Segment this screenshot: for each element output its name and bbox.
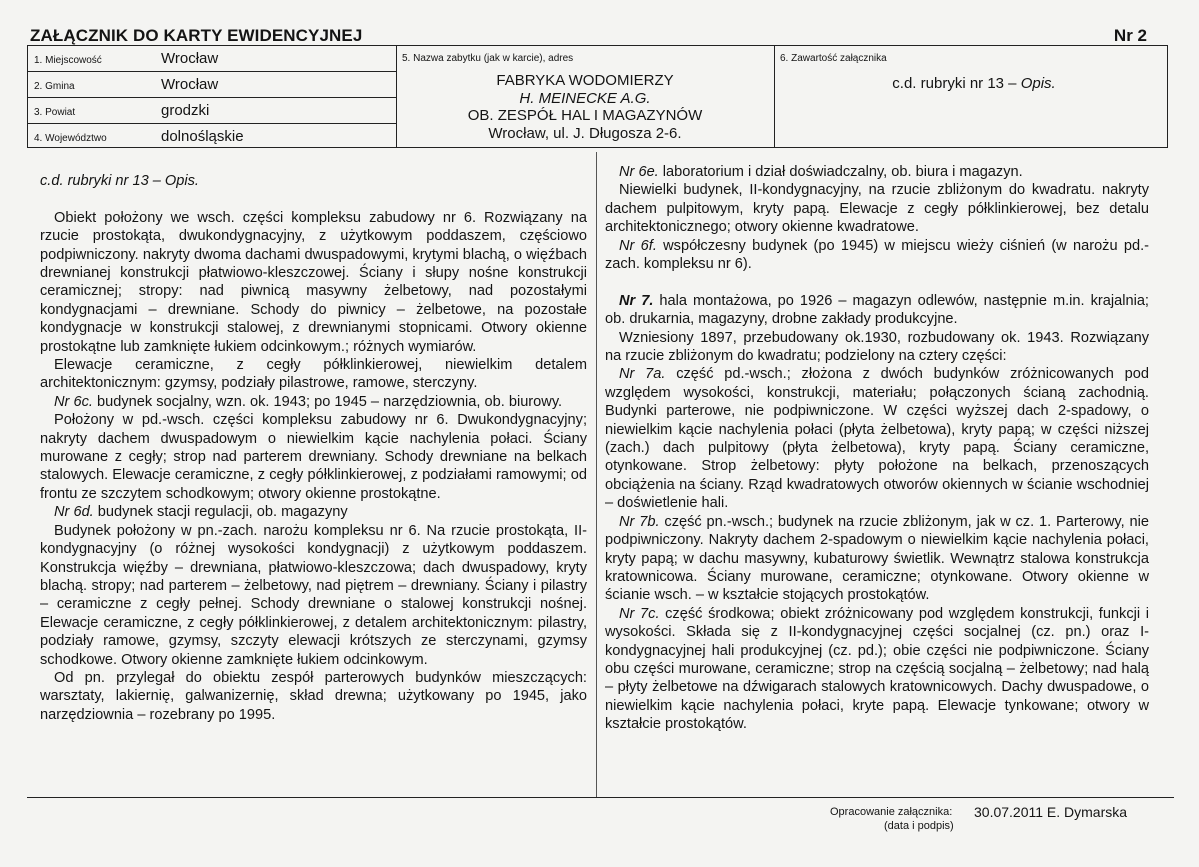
district-value: grodzki [161,102,210,119]
prepared-label: Opracowanie załącznika: [830,806,953,818]
paragraph: Elewacje ceramiczne, z cegły półklinkierowej, niewielkim detalem architektonicznym: gzymsy, podziały pilastrowe, ramowe, sterczyny. [40,357,587,392]
divider [28,97,396,98]
prepared-value: 30.07.2011 E. Dymarska [974,804,1128,820]
paragraph: Nr 6d. budynek stacji regulacji, ob. magazyny [54,504,348,521]
locality-value: Wrocław [161,50,219,67]
monument-name: FABRYKA WODOMIERZY [496,72,674,89]
paragraph: Niewielki budynek, II-kondygnacyjny, na rzucie zbliżonym do kwadratu. nakryty dachem pulpitowym, kryty papą. Elewacje z cegły półklinkierowej, bez detalu architektonicznego; otwory okienne kwadratowe. [605,182,1149,236]
section-label: Nr 6f. [619,237,657,254]
contents-italic: Opis. [1020,75,1056,92]
section-label: Nr 7a. [619,366,666,383]
contents-prefix: c.d. rubryki nr 13 – [892,75,1021,92]
divider [28,71,396,72]
monument-address [398,72,772,142]
footer-divider [27,797,1174,798]
section-label: Nr 6e. [619,164,659,180]
section-label: Nr 6c. [54,393,93,410]
monument-company: H. MEINECKE A.G. [519,89,651,107]
monument-label: 5. Nazwa zabytku (jak w karcie), adres [402,53,574,64]
left-heading: c.d. rubryki nr 13 – Opis. [40,173,199,189]
commune-value: Wrocław [161,76,219,93]
section-label: Nr 7. [619,292,654,309]
paragraph: Budynek położony w pn.-zach. narożu kompleksu nr 6. Na rzucie prostokąta, II-kondygnacyjny (o różnej wysokości kondygnacji) z użytkowym poddaszem. Konstrukcja więźby – drewniana, płatwiowo-kleszczowa; dach dwuspadowy, kryty blachą. stropy; nad parterem – żelbetowy, nad piętrem – drewniany. Ściany i pilastry – ceramiczne z cegły pełnej. Schody drewniane o stalowej konstrukcji nośnej. Elewacje ceramiczne, z cegły półklinkierowej, z detalem architektonicznym: pilastry, podziały ramowe, gzymsy, szczyty elewacji krótszych ze sterczynami, gzymsy schodkowe. Otwory okienne zamknięte łukiem odcinkowym. [40,522,587,668]
section-label: Nr 6d. [54,504,94,521]
document-title: ZAŁĄCZNIK DO KARTY EWIDENCYJNEJ [30,26,363,45]
paragraph: Nr 7b. część pn.-wsch.; budynek na rzucie zbliżonym, jak w cz. 1. Parterowy, nie podpiwniczony. Nakryty dachem 2-spadowym o niewielkim kącie nachylenia połaci, kryty papą; w dachu masywny, kubaturowy świetlik. Wewnątrz stalowa konstrukcja kratownicowa. Ściany murowane, ceramiczne; otynkowane. Otwory okienne w ścianie wsch. – w kształcie stojących prostokątów. [605,513,1149,604]
monument-complex: OB. ZESPÓŁ HAL I MAGAZYNÓW [467,107,703,124]
right-column [605,163,1149,734]
divider [774,46,775,147]
paragraph: Nr 6f. współczesny budynek (po 1945) w miejscu wieży ciśnień (w narożu pd.-zach. kompleksu nr 6). [605,237,1149,273]
section-label: Nr 7c. [619,605,660,622]
signature-note: (data i podpis) [884,820,954,832]
divider [396,46,397,147]
paragraph: Nr 6e. laboratorium i dział doświadczalny, ob. biura i magazyn. [619,164,1023,180]
paragraph: Nr 6c. budynek socjalny, wzn. ok. 1943; po 1945 – narzędziownia, ob. biurowy. [54,393,563,410]
column-divider [596,152,597,797]
monument-street: Wrocław, ul. J. Długosza 2-6. [488,124,682,142]
paragraph: Obiekt położony we wsch. części kompleksu zabudowy nr 6. Rozwiązany na rzucie prostokąta, dwukondygnacyjny, z użytkowym poddaszem, częściowo podpiwniczony. nakryty dwoma dachami dwuspadowymi, krytymi blachą, o więźbach drewnianej konstrukcji płatwiowo-kleszczowej. Ściany i słupy nośne konstrukcji ceramicznej; stropy: nad piwnicą masywny żelbetowy, nad pozostałymi kondygnacjami – drewniane. Schody do piwnicy – żelbetowe, na pozostałe kondygnacje w konstrukcji stalowej, z drewnianymi stopnicami. Otwory okienne prostokątne lub zamknięte łukiem odcinkowym.; różnych wymiarów. [40,209,587,355]
paragraph: Nr 7c. część środkowa; obiekt zróżnicowany pod względem konstrukcji, funkcji i wysokości. Składa się z II-kondygnacyjnej części socjalnej (cz. pn.) oraz I-kondygnacyjnej hali produkcyjnej (cz. pd.); obie części nie podpiwniczone. Ściany obu części murowane, ceramiczne; strop na częścią socjalną – żelbetowy; nad halą – płyty żelbetowe na dźwigarach stalowych kratownicowych. Dachy dwuspadowe, o niewielkim kącie nachylenia połaci, kryte papą. Elewacje tynkowane; otwory w kształcie prostokątów. [605,605,1149,733]
district-label: 3. Powiat [34,107,76,118]
voivodeship-value: dolnośląskie [161,128,244,145]
paragraph: Położony w pd.-wsch. części kompleksu zabudowy nr 6. Dwukondygnacyjny; nakryty dachem dwuspadowym o niewielkim kącie nachylenia połaci. Ściany murowane z cegły; strop nad parterem drewniany. Schody drewniane na belkach stalowych. Elewacje ceramiczne, z cegły półklinkierowej, z podziałami ramowymi; od frontu ze szczytem schodkowym; otwory okienne prostokątne. [40,412,587,502]
divider [28,123,396,124]
paragraph: Nr 7. hala montażowa, po 1926 – magazyn odlewów, następnie m.in. krajalnia; ob. drukarnia, magazyny, drobne zakłady produkcyjne. [605,292,1149,328]
commune-label: 2. Gmina [34,81,75,92]
contents-value [780,75,1168,92]
locality-label: 1. Miejscowość [34,55,102,66]
voivodeship-label: 4. Województwo [34,133,107,144]
left-column [40,172,587,724]
contents-label: 6. Zawartość załącznika [780,53,887,64]
paragraph: Nr 7a. część pd.-wsch.; złożona z dwóch budynków zróżnicowanych pod względem wysokości, konstrukcji, materiału; połączonych ścianą zachodnią. Budynki parterowe, nie podpiwniczone. W części wyższej dach 2-spadowy, o niewielkim kącie nachylenia połaci (płyta żelbetowa), kryty papą; w części niższej (zach.) dach pulpitowy (płyta żelbetowa), kryty papą. Ściany ceramiczne, otynkowane. Strop żelbetowy: płyty położone na belkach, przenoszących obciążenia na ściany. Rząd kwadratowych otworów okiennych w ścianie wschodniej – doświetlenie hali. [605,366,1149,512]
paragraph: Od pn. przylegał do obiektu zespół parterowych budynków mieszczących: warsztaty, lakiernię, galwanizernię, skład drewna; użytkowany po 1945, jako narzędziownia – rozebrany po 1995. [40,669,587,723]
section-label: Nr 7b. [619,513,660,530]
attachment-number: Nr 2 [1113,26,1147,45]
header-table [27,45,1168,148]
paragraph: Wzniesiony 1897, przebudowany ok.1930, rozbudowany ok. 1943. Rozwiązany na rzucie zbliżonym do kwadratu; podzielony na cztery części: [605,329,1149,365]
